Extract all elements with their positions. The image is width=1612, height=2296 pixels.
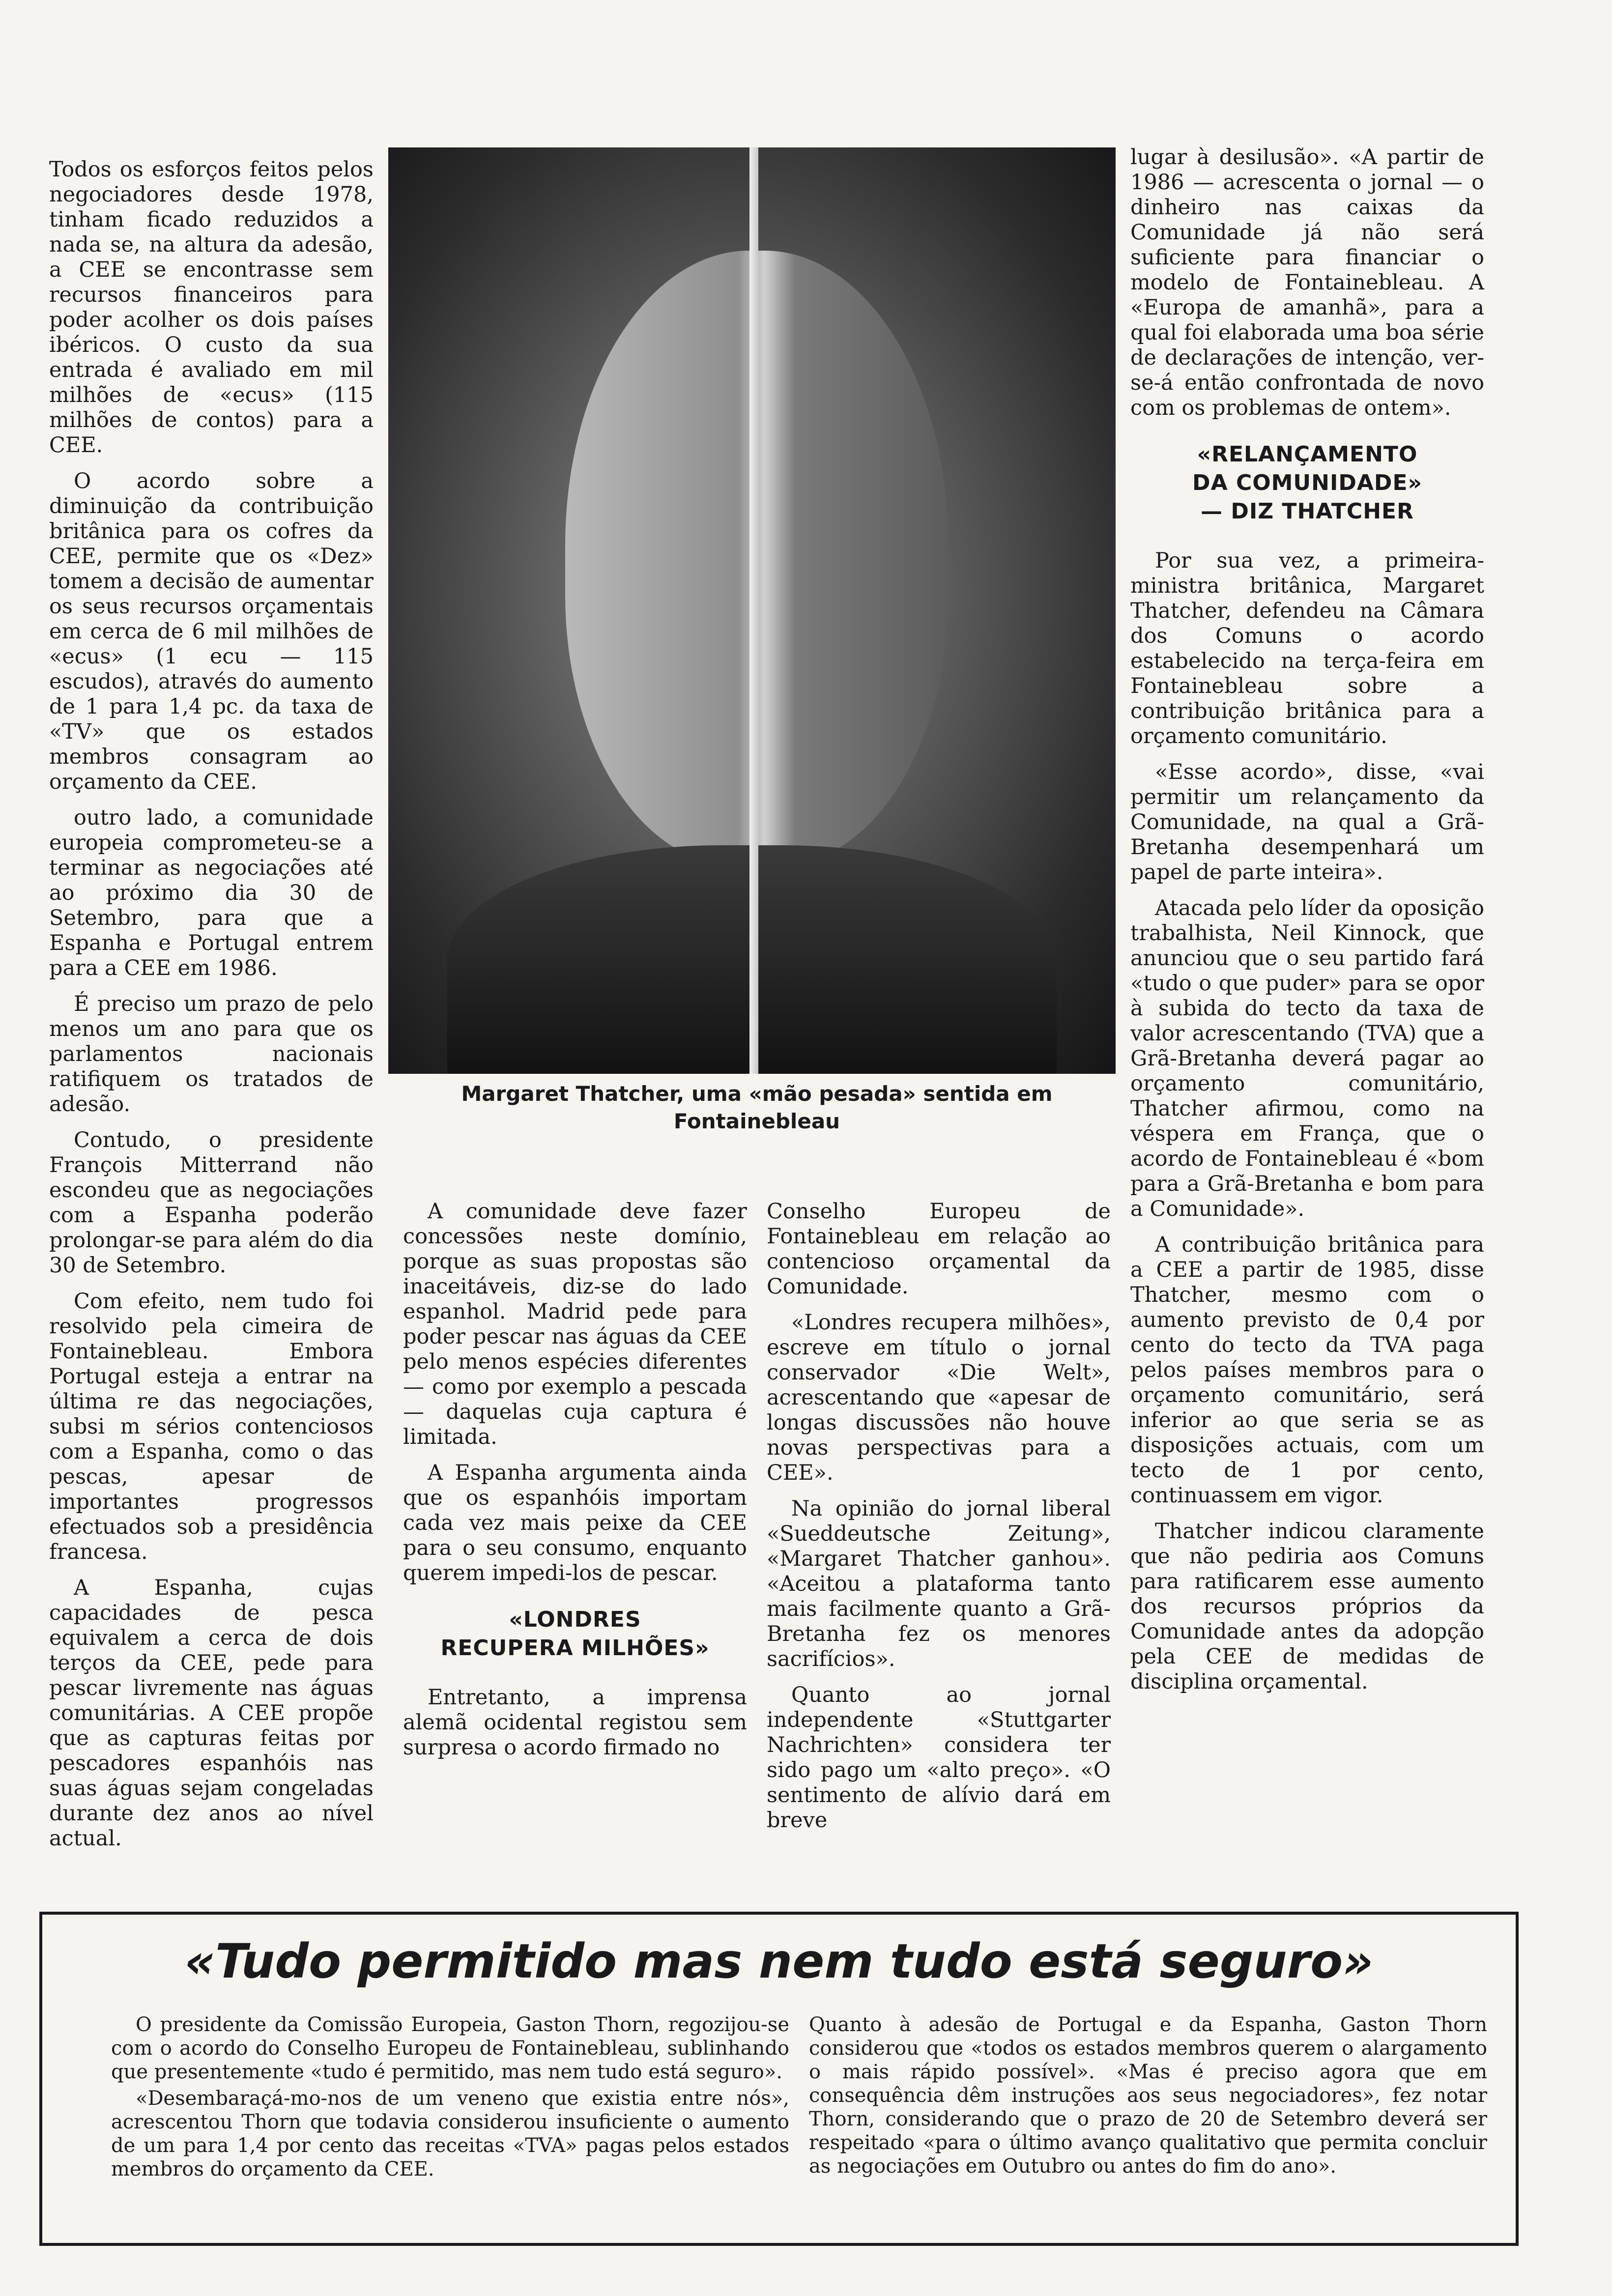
thatcher-photo — [388, 147, 1116, 1074]
article-paragraph: A Espanha, cujas capacidades de pesca equivalem a cerca de dois terços da CEE, pede para pescar livremente nas águas comunitárias. A CEE propõe que as capturas feitas por pescadores espanhóis nas suas águas sejam congeladas durante dez anos ao nível actual. — [49, 1576, 374, 1851]
article-paragraph: Quanto ao jornal independente «Stuttgarter Nachrichten» considera ter sido pago um «alto preço». «O sentimento de alívio dará em breve — [767, 1683, 1111, 1833]
article-paragraph: Thatcher indicou claramente que não pediria aos Comuns para ratificarem esse aumento dos recursos próprios da Comunidade antes da adopção pela CEE de medidas de disciplina orçamental. — [1130, 1519, 1484, 1694]
photo-caption: Margaret Thatcher, uma «mão pesada» sentida em Fontainebleau — [461, 1082, 1053, 1133]
article-left-column — [49, 157, 374, 1862]
article-paragraph: lugar à desilusão». «A partir de 1986 — acrescenta o jornal — o dinheiro nas caixas da Comunidade já não será suficiente para financiar o modelo de Fontainebleau. A «Europa de amanhã», para a qual foi elaborada uma boa série de declarações de intenção, ver-se-á então confrontada de novo com os problemas de ontem». — [1130, 145, 1484, 420]
article-paragraph: Por sua vez, a primeira-ministra britânica, Margaret Thatcher, defendeu na Câmara dos Comuns o acordo estabelecido na terça-feira em Fontainebleau sobre a contribuição britânica para a orçamento comunitário. — [1130, 548, 1484, 748]
article-paragraph: Conselho Europeu de Fontainebleau em relação ao contencioso orçamental da Comunidade. — [767, 1199, 1111, 1299]
article-paragraph: A Espanha argumenta ainda que os espanhóis importam cada vez mais peixe da CEE para o seu consumo, enquanto querem impedi-los de pescar. — [403, 1461, 747, 1585]
article-paragraph: Todos os esforços feitos pelos negociadores desde 1978, tinham ficado reduzidos a nada se, na altura da adesão, a CEE se encontrasse sem recursos financeiros para poder acolher os dois países ibéricos. O custo da sua entrada é avaliado em mil milhões de «ecus» (115 milhões de contos) para a CEE. — [49, 157, 374, 458]
article-middle-column-1 — [403, 1199, 747, 1771]
box-left-column — [111, 2013, 789, 2184]
article-paragraph: «Esse acordo», disse, «vai permitir um relançamento da Comunidade, na qual a Grã-Bretanha desempenhará um papel de parte inteira». — [1130, 760, 1484, 885]
article-paragraph: Com efeito, nem tudo foi resolvido pela cimeira de Fontainebleau. Embora Portugal esteja a entrar na última re das negociações, subsi m sérios contenciosos com a Espanha, como o das pescas, apesar de importantes progressos efectuados sob a presidência francesa. — [49, 1289, 374, 1564]
article-paragraph: Atacada pelo líder da oposição trabalhista, Neil Kinnock, que anunciou que o seu partido fará «tudo o que puder» para se opor à subida do tecto da taxa de valor acrescentando (TVA) que a Grã-Bretanha deverá pagar ao orçamento comunitário, Thatcher afirmou, como na véspera em França, que o acordo de Fontainebleau é «bom para a Grã-Bretanha e bom para a Comunidade». — [1130, 896, 1484, 1221]
article-paragraph: «Desembaraçá-mo-nos de um veneno que existia entre nós», acrescentou Thorn que todavia considerou insuficiente o aumento de um para 1,4 por cento das receitas «TVA» pagas pelos estados membros do orçamento da CEE. — [111, 2087, 789, 2181]
boxed-sidebar-story — [39, 1912, 1519, 2246]
article-paragraph: O presidente da Comissão Europeia, Gaston Thorn, regozijou-se com o acordo do Conselho Europeu de Fontainebleau, sublinhando que presentemente «tudo é permitido, mas nem tudo está seguro». — [111, 2013, 789, 2083]
article-middle-column-2 — [767, 1199, 1111, 1844]
subheading-line: DA COMUNIDADE» — [1192, 470, 1422, 495]
article-paragraph: A contribuição britânica para a CEE a partir de 1985, disse Thatcher, mesmo com o aumento previsto de 0,4 por cento do tecto da TVA paga pelos países membros para o orçamento comunitário, será inferior ao que seria se as disposições actuais, com um tecto de 1 por cento, continuassem em vigor. — [1130, 1233, 1484, 1508]
article-paragraph: Na opinião do jornal liberal «Sueddeutsche Zeitung», «Margaret Thatcher ganhou». «Aceitou a plataforma tanto mais facilmente quanto a Grã-Bretanha fez os menores sacrifícios». — [767, 1496, 1111, 1671]
article-paragraph: outro lado, a comunidade europeia comprometeu-se a terminar as negociações até ao próximo dia 30 de Setembro, para que a Espanha e Portugal entrem para a CEE em 1986. — [49, 805, 374, 980]
article-paragraph: O acordo sobre a diminuição da contribuição britânica para os cofres da CEE, permite que os «Dez» tomem a decisão de aumentar os seus recursos orçamentais em cerca de 6 mil milhões de «ecus» (1 ecu — 115 escudos), através do aumento de 1 para 1,4 pc. da taxa de «TV» que os estados membros consagram ao orçamento da CEE. — [49, 469, 374, 794]
article-paragraph: Contudo, o presidente François Mitterrand não escondeu que as negociações com a Espanha poderão prolongar-se para além do dia 30 de Setembro. — [49, 1128, 374, 1278]
box-headline: «Tudo permitido mas nem tudo está seguro» — [184, 1934, 1374, 1989]
subheading-line: «RELANÇAMENTO — [1197, 442, 1418, 467]
article-paragraph: Quanto à adesão de Portugal e da Espanha, Gaston Thorn considerou que «todos os estados membros querem o alargamento o mais rápido possível». «Mas é preciso agora que em consequência dêm instruções aos seus negociadores», fez notar Thorn, considerando que o prazo de 20 de Setembro deverá ser respeitado «para o último avanço qualitativo que permita concluir as negociações em Outubro ou antes do fim do ano». — [809, 2013, 1487, 2178]
article-paragraph: É preciso um prazo de pelo menos um ano para que os parlamentos nacionais ratifiquem os tratados de adesão. — [49, 992, 374, 1117]
photo-fold-crease — [749, 147, 758, 1074]
article-paragraph: A comunidade deve fazer concessões neste domínio, porque as suas propostas são inaceitáveis, diz-se do lado espanhol. Madrid pede para poder pescar nas águas da CEE pelo menos espécies diferentes — como por exemplo a pescada — daquelas cuja captura é limitada. — [403, 1199, 747, 1449]
subheading-line: — DIZ THATCHER — [1201, 499, 1414, 524]
article-paragraph: «Londres recupera milhões», escreve em título o jornal conservador «Die Welt», acrescentando que «apesar de longas discussões não houve novas perspectivas para a CEE». — [767, 1310, 1111, 1485]
subheading-londres — [403, 1606, 747, 1663]
subheading-relancamento — [1130, 440, 1484, 526]
subheading-line: «LONDRES — [509, 1607, 641, 1632]
article-paragraph: Entretanto, a imprensa alemã ocidental registou sem surpresa o acordo firmado no — [403, 1685, 747, 1760]
article-right-column — [1130, 145, 1484, 1705]
subheading-line: RECUPERA MILHÕES» — [440, 1636, 710, 1661]
box-right-column — [809, 2013, 1487, 2181]
